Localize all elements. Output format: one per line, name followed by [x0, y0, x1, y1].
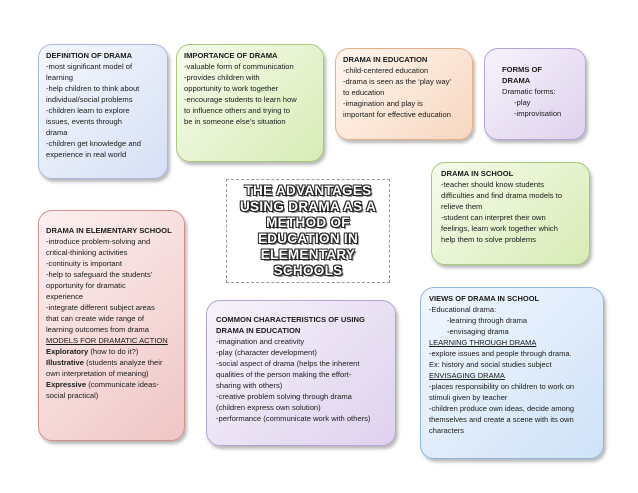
illustrative-label: Illustrative [46, 358, 84, 367]
views-edu-item: -envisaging drama [447, 327, 509, 336]
expressive-label: Expressive [46, 380, 87, 389]
definition-line: drama [46, 128, 68, 137]
elementary-line: -introduce problem-solving and [46, 237, 151, 246]
importance-line: opportunity to work together [184, 84, 279, 93]
drama-in-education-line: -child-centered education [343, 66, 429, 75]
drama-in-school-line: feelings, learn work together which [441, 224, 558, 233]
drama-in-education-line: important for effective education [343, 110, 451, 119]
drama-in-school-line: help them to solve problems [441, 235, 536, 244]
drama-in-school-line: -student can interpret their own [441, 213, 546, 222]
forms-title-line2: DRAMA [502, 76, 531, 85]
forms-item: -improvisation [514, 109, 562, 118]
drama-in-school-line: difficulties and find drama models to [441, 191, 563, 200]
definition-title: DEFINITION OF DRAMA [46, 51, 133, 60]
illustrative-text-continued: own interpretation of meaning) [46, 369, 149, 378]
drama-in-education-box [335, 48, 473, 140]
importance-line: to influence others and trying to [184, 106, 290, 115]
elementary-line: critical-thinking activities [46, 248, 128, 257]
drama-in-elementary-school-box [38, 210, 185, 441]
importance-line: -encourage students to learn how [184, 95, 297, 104]
forms-item: -play [514, 98, 531, 107]
drama-in-education-title: DRAMA IN EDUCATION [343, 55, 428, 64]
importance-of-drama-box [176, 44, 324, 162]
importance-line: be in someone else’s situation [184, 117, 286, 126]
definition-line: learning [46, 73, 74, 82]
elementary-line: -help to safeguard the students’ [46, 270, 153, 279]
definition-line: -help children to think about [46, 84, 140, 93]
central-title-line: ELEMENTARY [260, 247, 356, 262]
central-title [226, 183, 390, 279]
definition-line: -children learn to explore [46, 106, 130, 115]
model-expressive [46, 379, 177, 390]
elementary-title: DRAMA IN ELEMENTARY SCHOOL [46, 226, 172, 235]
expressive-text: (communicate ideas- [86, 380, 159, 389]
views-title: VIEWS OF DRAMA IN SCHOOL [429, 294, 540, 303]
drama-in-school-line: relieve them [441, 202, 483, 211]
views-line: -children produce own ideas, decide among [429, 404, 575, 413]
forms-of-drama-box [484, 48, 586, 140]
common-line: sharing with others) [216, 381, 283, 390]
definition-line: experience in real world [46, 150, 127, 159]
importance-title: IMPORTANCE OF DRAMA [184, 51, 278, 60]
exploratory-label: Exploratory [46, 347, 89, 356]
central-title-line: THE ADVANTAGES [244, 183, 372, 198]
drama-in-education-line: to education [343, 88, 385, 97]
elementary-line: -continuity is important [46, 259, 122, 268]
views-line: themselves and create a scene with its own [429, 415, 574, 424]
common-line: -performance (communicate work with others) [216, 414, 371, 423]
central-title-line: METHOD OF [266, 215, 350, 230]
elementary-line: opportunity for dramatic [46, 281, 126, 290]
views-edu-item: -learning through drama [447, 316, 528, 325]
views-line: -places responsibility on children to work on [429, 382, 575, 391]
drama-in-school-line: -teacher should know students [441, 180, 544, 189]
common-line: -play (character development) [216, 348, 317, 357]
common-title-line1: COMMON CHARACTERISTICS OF USING [216, 315, 365, 324]
elementary-line: experience [46, 292, 84, 301]
common-line: -creative problem solving through drama [216, 392, 352, 401]
elementary-line: learning outcomes from drama [46, 325, 149, 334]
models-heading: MODELS FOR DRAMATIC ACTION [46, 336, 168, 345]
model-illustrative [46, 357, 177, 368]
views-educational: -Educational drama: [429, 305, 497, 314]
drama-in-education-line: -drama is seen as the ‘play way’ [343, 77, 452, 86]
forms-subtitle: Dramatic forms: [502, 87, 556, 96]
views-line: Ex: history and social studies subject [429, 360, 552, 369]
common-line: (children express own solution) [216, 403, 321, 412]
importance-line: -valuable form of communication [184, 62, 294, 71]
model-exploratory [46, 346, 177, 357]
envisaging-drama-heading: ENVISAGING DRAMA [429, 371, 505, 380]
views-line: stimuli given by teacher [429, 393, 508, 402]
definition-line: -children get knowledge and [46, 139, 141, 148]
definition-line: individual/social problems [46, 95, 133, 104]
views-line: -explore issues and people through drama. [429, 349, 572, 358]
definition-of-drama-box [38, 44, 168, 179]
elementary-line: -integrate different subject areas [46, 303, 155, 312]
drama-in-education-line: -imagination and play is [343, 99, 423, 108]
importance-line: -provides children with [184, 73, 260, 82]
central-title-line: USING DRAMA AS A [239, 199, 377, 214]
definition-line: -most significant model of [46, 62, 133, 71]
common-line: -imagination and creativity [216, 337, 305, 346]
drama-in-school-box [431, 162, 590, 265]
views-of-drama-box [420, 287, 604, 459]
central-title-line: EDUCATION IN [257, 231, 359, 246]
views-line: characters [429, 426, 465, 435]
exploratory-text: (how to do it?) [88, 347, 139, 356]
illustrative-text: (students analyze their [83, 358, 163, 367]
definition-line: issues, events through [46, 117, 122, 126]
common-line: -social aspect of drama (helps the inherent [216, 359, 360, 368]
central-title-line: SCHOOLS [273, 263, 343, 278]
learning-through-drama-heading: LEARNING THROUGH DRAMA [429, 338, 537, 347]
forms-title-line1: FORMS OF [502, 65, 543, 74]
common-title-line2: DRAMA IN EDUCATION [216, 326, 301, 335]
expressive-text-continued: social practical) [46, 391, 99, 400]
elementary-line: that can create wide range of [46, 314, 144, 323]
common-line: qualities of the person making the effort- [216, 370, 352, 379]
drama-in-school-title: DRAMA IN SCHOOL [441, 169, 514, 178]
common-characteristics-box [206, 300, 396, 446]
